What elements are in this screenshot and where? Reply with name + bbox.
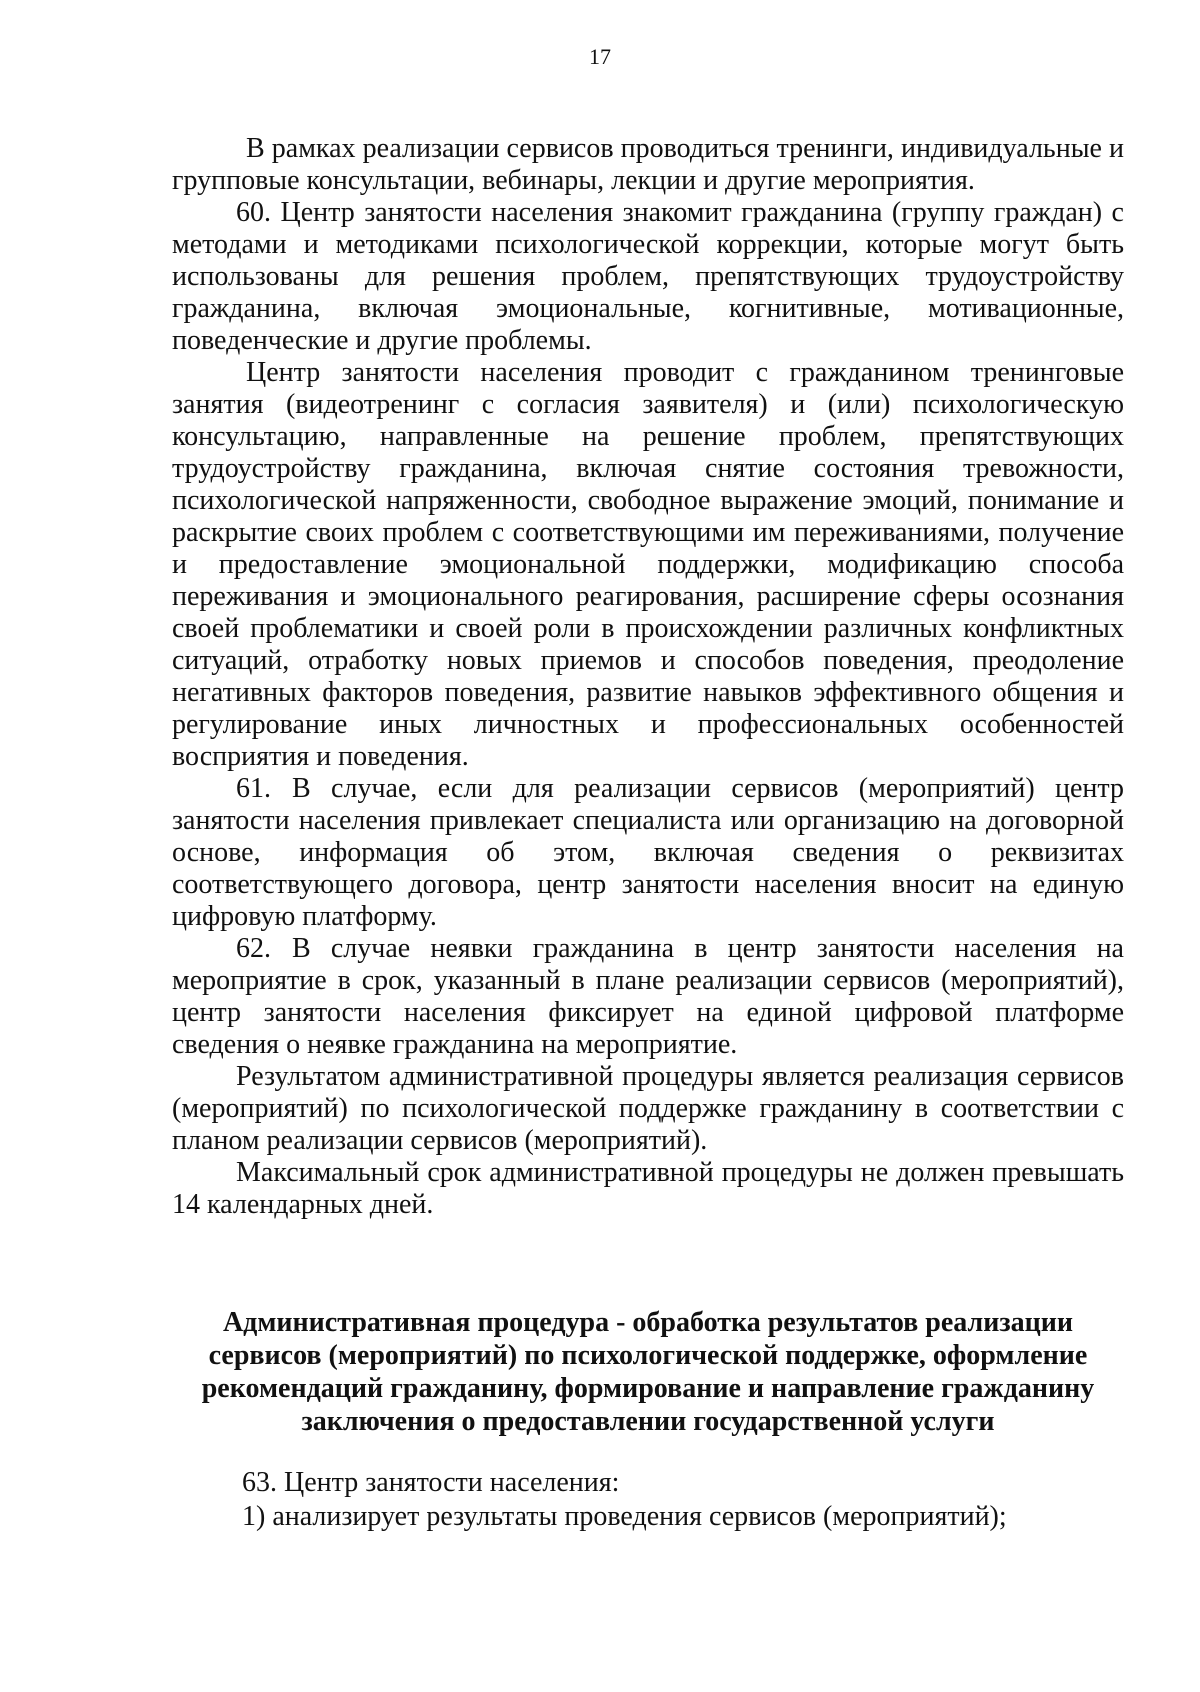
section-heading-line: Административная процедура - обработка результатов реализации xyxy=(222,1307,1074,1338)
page-number: 17 xyxy=(589,44,611,69)
paragraph-61-number: 61. xyxy=(236,773,271,804)
paragraph-62-text: В случае неявки гражданина в центр занятости населения на мероприятие в срок, указанный в плане реализации сервисов (мероприятий), центр занятости населения фиксирует на единой цифровой платформе сведения о неявке гражданина на мероприятие. xyxy=(172,933,1124,1060)
paragraph-62-number: 62. xyxy=(236,933,271,964)
paragraph-61-text: В случае, если для реализации сервисов (мероприятий) центр занятости населения привлекает специалиста или организацию на договорной основе, информация об этом, включая сведения о реквизитах соответствующего договора, центр занятости населения вносит на единую цифровую платформу. xyxy=(172,773,1124,932)
paragraph-61 xyxy=(172,773,1124,933)
paragraph-60-training: Центр занятости населения проводит с гражданином тренинговые занятия (видеотренинг с согласия заявителя) и (или) психологическую консультацию, направленные на решение проблем, препятствующих трудоустройству гражданина, включая снятие состояния тревожности, психологической напряженности, свободное выражение эмоций, понимание и раскрытие своих проблем с соответствующими им переживаниями, получение и предоставление эмоциональной поддержки, модификацию способа переживания и эмоционального реагирования, расширение сферы осознания своей проблематики и своей роли в происхождении различных конфликтных ситуаций, отработку новых приемов и способов поведения, преодоление негативных факторов поведения, развитие навыков эффективного общения и регулирование иных личностных и профессиональных особенностей восприятия и поведения. xyxy=(172,357,1124,772)
paragraph-62 xyxy=(172,933,1124,1061)
paragraph-result: Результатом административной процедуры является реализация сервисов (мероприятий) по психологической поддержке гражданину в соответствии с планом реализации сервисов (мероприятий). xyxy=(172,1061,1124,1156)
section-heading-line: заключения о предоставлении государственной услуги xyxy=(301,1406,995,1437)
paragraph-services-events: В рамках реализации сервисов проводиться тренинги, индивидуальные и групповые консультации, вебинары, лекции и другие мероприятия. xyxy=(172,133,1124,196)
document-body xyxy=(172,133,1124,1221)
paragraph-term: Максимальный срок административной процедуры не должен превышать 14 календарных дней. xyxy=(172,1157,1124,1220)
section-heading xyxy=(172,1306,1124,1438)
paragraph-63-item-1: 1) анализирует результаты проведения сервисов (мероприятий); xyxy=(242,1501,1007,1532)
section-heading-line: сервисов (мероприятий) по психологической поддержке, оформление xyxy=(208,1340,1088,1371)
paragraph-63: 63. Центр занятости населения: xyxy=(242,1467,620,1498)
section-heading-line: рекомендаций гражданину, формирование и направление гражданину xyxy=(201,1373,1095,1404)
section-63 xyxy=(172,1466,1124,1534)
paragraph-60: 60. Центр занятости населения знакомит гражданина (группу граждан) с методами и методиками психологической коррекции, которые могут быть использованы для решения проблем, препятствующих трудоустройству гражданина, включая эмоциональные, когнитивные, мотивационные, поведенческие и другие проблемы. xyxy=(172,197,1124,356)
